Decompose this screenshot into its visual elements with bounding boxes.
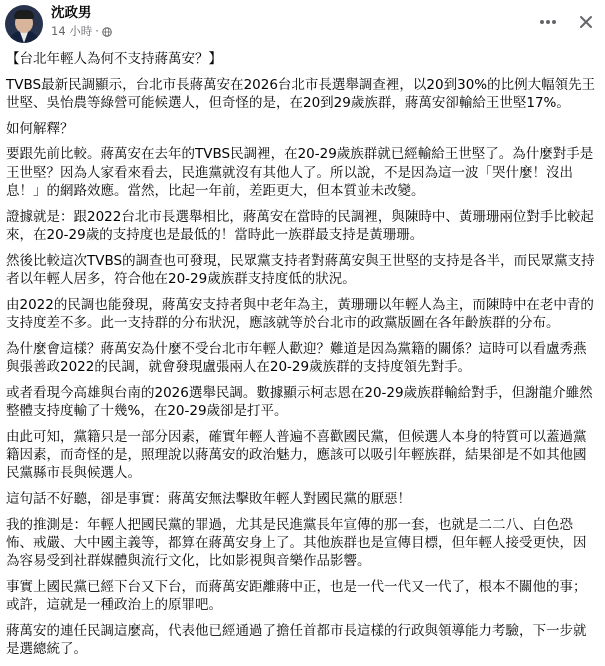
post-paragraph: 由此可知，黨籍只是一部分因素，確實年輕人普遍不喜歡國民黨，但候選人本身的特質可以蓋過黨籍因素，而奇怪的是，照理說以蔣萬安的政治魅力，應該可以吸引年輕族群，結果卻是不如其他國民黨縣市長與候選人。 [6, 428, 587, 482]
post-paragraph: 然後比較這次TVBS的調查也可發現，民眾黨支持者對蔣萬安與王世堅的支持是各半，而民眾黨支持者以年輕人居多，符合他在20-29歲族群支持度低的狀況。 [6, 252, 595, 287]
post-header [0, 0, 605, 44]
post-paragraph: 證據就是：跟2022台北市長選舉相比，蔣萬安在當時的民調裡，與陳時中、黃珊珊兩位對手比較起來，在20-29歲的支持度也是最低的！當時此一族群最支持是黃珊珊。 [6, 208, 594, 243]
post-content [6, 50, 598, 666]
post-paragraph: 由2022的民調也能發現，蔣萬安支持者與中老年為主，黃珊珊以年輕人為主，而陳時中在老中青的支持度差不多。此一支持群的分布狀況，應該就等於台北市的政黨版圖在各年齡族群的分布。 [6, 296, 594, 331]
post-paragraph: 如何解釋？ [6, 120, 74, 137]
post-paragraph: 或者看現今高雄與台南的2026選舉民調。數據顯示柯志恩在20-29歲族群輸給對手，但謝龍介雖然整體支持度輸了十幾%，在20-29歲卻是打平。 [6, 384, 593, 419]
author-name[interactable]: 沈政男 [51, 5, 92, 21]
post-paragraph: 蔣萬安的連任民調這麼高，代表他已經通過了擔任首都市長這樣的行政與領導能力考驗，下一步就是選總統了。 [6, 622, 587, 658]
globe-icon[interactable] [102, 27, 112, 37]
post-paragraph: 要跟先前比較。蔣萬安在去年的TVBS民調裡，在20-29歲族群就已經輸給王世堅了。為什麼對手是王世堅？因為人家看來看去，民進黨就沒有其他人了。所以說，不是因為這一波「哭什麼！沒出息！」的網路效應。當然，比起一年前，差距更大，但本質並未改變。 [6, 146, 594, 199]
post-paragraph: 為什麼會這樣？蔣萬安為什麼不受台北市年輕人歡迎？難道是因為黨籍的關係？這時可以看盧秀燕與張善政2022的民調，就會發現盧張兩人在20-29歲族群的支持度領先對手。 [6, 340, 587, 375]
post-paragraph: 事實上國民黨已經下台又下台，而蔣萬安距離蔣中正，也是一代一代又一代了，根本不關他的事；或許，這就是一種政治上的原罪吧。 [6, 578, 587, 614]
post-time[interactable]: 14 小時 [51, 24, 93, 38]
post-meta [51, 24, 112, 39]
post-paragraph: 這句話不好聽，卻是事實：蔣萬安無法擊敗年輕人對國民黨的厭惡！ [6, 490, 411, 507]
post-paragraph: TVBS最新民調顯示，台北市長蔣萬安在2026台北市長選舉調查裡，以20到30%的比例大幅領先王世堅、吳怡農等綠營可能候選人，但奇怪的是，在20到29歲族群，蔣萬安卻輸給王世堅17%。 [6, 76, 596, 111]
meta-separator: · [95, 24, 99, 38]
close-icon[interactable] [574, 10, 598, 34]
avatar[interactable] [5, 5, 43, 43]
post-title: 【台北年輕人為何不支持蔣萬安？】 [6, 51, 222, 67]
post-paragraph: 我的推測是：年輕人把國民黨的罪過，尤其是民進黨長年宣傳的那一套，也就是二二八、白色恐怖、戒嚴、大中國主義等，都算在蔣萬安身上了。其他族群也是宣傳目標，但年輕人接受更快，因為容易受到社群媒體與流行文化，比如影視與音樂作品影響。 [6, 516, 587, 570]
more-horizontal-icon[interactable] [536, 10, 560, 34]
